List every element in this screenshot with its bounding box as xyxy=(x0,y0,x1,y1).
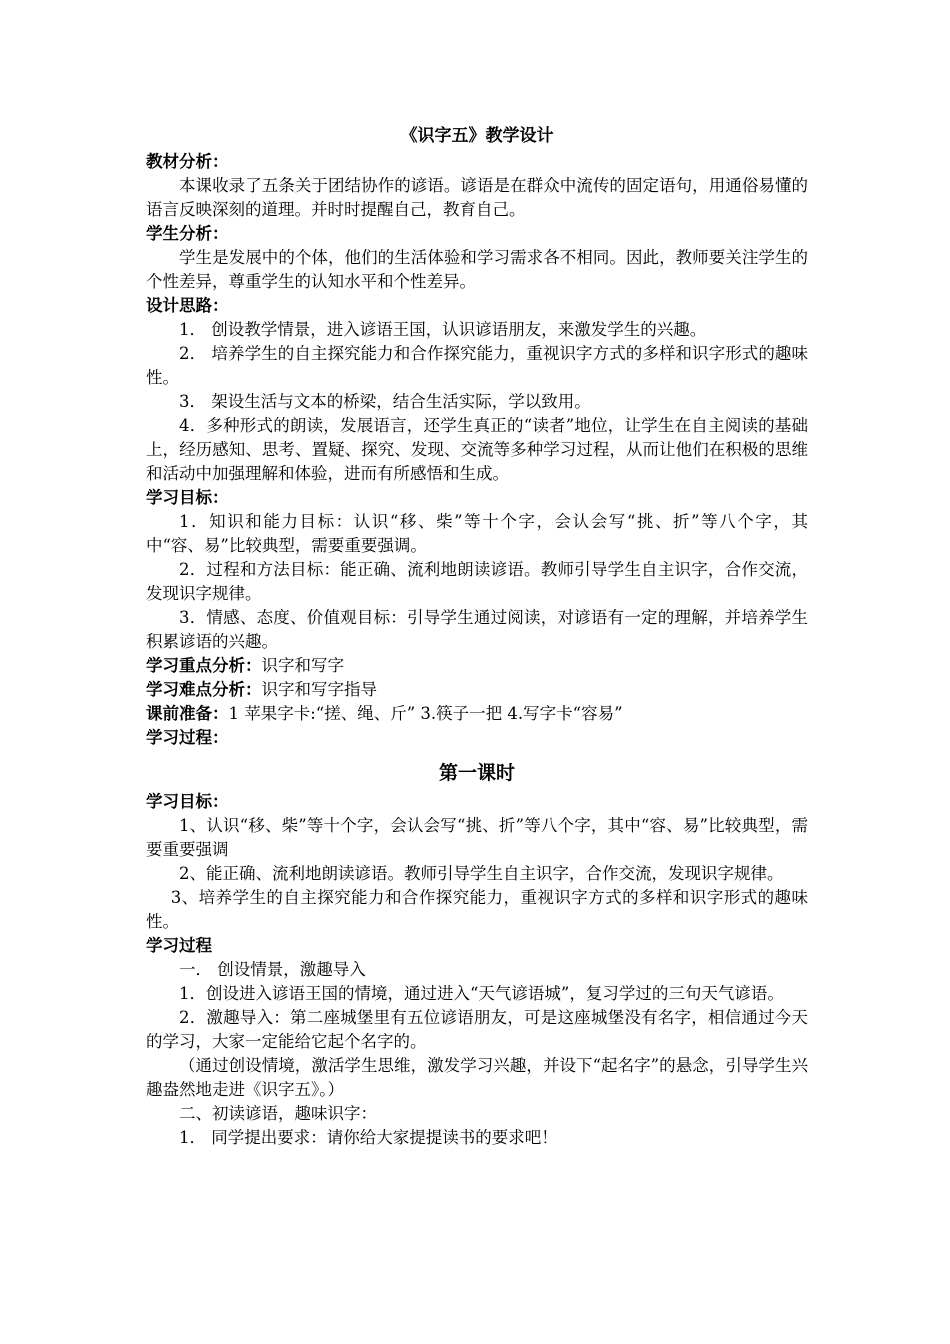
document-title: 《识字五》教学设计 xyxy=(400,126,554,146)
lesson-step: 1．创设进入谚语王国的情境，通过进入“天气谚语城”，复习学过的三句天气谚语。 xyxy=(179,984,784,1003)
design-heading: 设计思路： xyxy=(146,296,229,315)
lesson-goal-item: 1、认识“移、柴”等十个字，会认会写“挑、折”等八个字，其中“容、易”比较典型，需要重要强调 xyxy=(146,816,808,859)
material-paragraph: 本课收录了五条关于团结协作的谚语。谚语是在群众中流传的固定语句，用通俗易懂的语言反映深刻的道理。并时时提醒自己，教育自己。 xyxy=(146,176,808,219)
prep-row xyxy=(146,702,808,726)
lesson-goals-heading: 学习目标： xyxy=(146,792,229,811)
design-item: 3． 架设生活与文本的桥梁，结合生活实际，学以致用。 xyxy=(179,392,591,411)
lesson-step: 1． 同学提出要求：请你给大家提提读书的要求吧！ xyxy=(179,1128,558,1147)
lesson-step: 一． 创设情景，激趣导入 xyxy=(179,960,366,979)
goal-item: 3．情感、态度、价值观目标：引导学生通过阅读，对谚语有一定的理解，并培养学生积累谚语的兴趣。 xyxy=(146,608,808,651)
lesson-goal-item: 2、能正确、流利地朗读谚语。教师引导学生自主识字，合作交流，发现识字规律。 xyxy=(179,864,784,883)
student-paragraph: 学生是发展中的个体，他们的生活体验和学习需求各不相同。因此，教师要关注学生的个性差异，尊重学生的认知水平和个性差异。 xyxy=(146,248,808,291)
design-item: 2． 培养学生的自主探究能力和合作探究能力，重视识字方式的多样和识字形式的趣味性。 xyxy=(146,344,808,387)
student-heading: 学生分析： xyxy=(146,224,229,243)
lesson-process-heading: 学习过程 xyxy=(146,936,212,955)
lesson-goal-item: 3、培养学生的自主探究能力和合作探究能力，重视识字方式的多样和识字形式的趣味性。 xyxy=(146,888,808,931)
lesson-title: 第一课时 xyxy=(438,762,515,784)
lesson-step: 二、初读谚语，趣味识字： xyxy=(179,1104,377,1123)
prep-label: 课前准备： xyxy=(146,704,229,723)
difficulty-label: 学习难点分析： xyxy=(146,680,262,699)
goals-heading: 学习目标： xyxy=(146,488,229,507)
key-point-value: 识字和写字 xyxy=(261,656,344,675)
goal-item: 2．过程和方法目标：能正确、流利地朗读谚语。教师引导学生自主识字，合作交流，发现识字规律。 xyxy=(146,560,808,603)
prep-value: 1 苹果字卡:“搓、绳、斤” 3.筷子一把 4.写字卡“容易” xyxy=(228,704,623,723)
design-item: 1． 创设教学情景，进入谚语王国，认识谚语朋友，来激发学生的兴趣。 xyxy=(179,320,707,339)
key-point-label: 学习重点分析： xyxy=(146,656,262,675)
material-heading: 教材分析： xyxy=(146,152,229,171)
difficulty-row xyxy=(146,678,808,702)
goal-item: 1．知识和能力目标：认识“移、柴”等十个字，会认会写“挑、折”等八个字，其中“容、易”比较典型，需要重要强调。 xyxy=(146,512,808,555)
key-point-row xyxy=(146,654,808,678)
difficulty-value: 识字和写字指导 xyxy=(261,680,377,699)
lesson-step: （通过创设情境，激活学生思维，激发学习兴趣，并设下“起名字”的悬念，引导学生兴趣盎然地走进《识字五》。） xyxy=(146,1056,808,1099)
design-item: 4．多种形式的朗读，发展语言，还学生真正的“读者”地位，让学生在自主阅读的基础上，经历感知、思考、置疑、探究、发现、交流等多种学习过程，从而让他们在积极的思维和活动中加强理解和体验，进而有所感悟和生成。 xyxy=(146,416,808,483)
process-heading: 学习过程： xyxy=(146,728,229,747)
lesson-step: 2．激趣导入：第二座城堡里有五位谚语朋友，可是这座城堡没有名字，相信通过今天的学习，大家一定能给它起个名字的。 xyxy=(146,1008,808,1051)
document-page xyxy=(146,122,808,1150)
